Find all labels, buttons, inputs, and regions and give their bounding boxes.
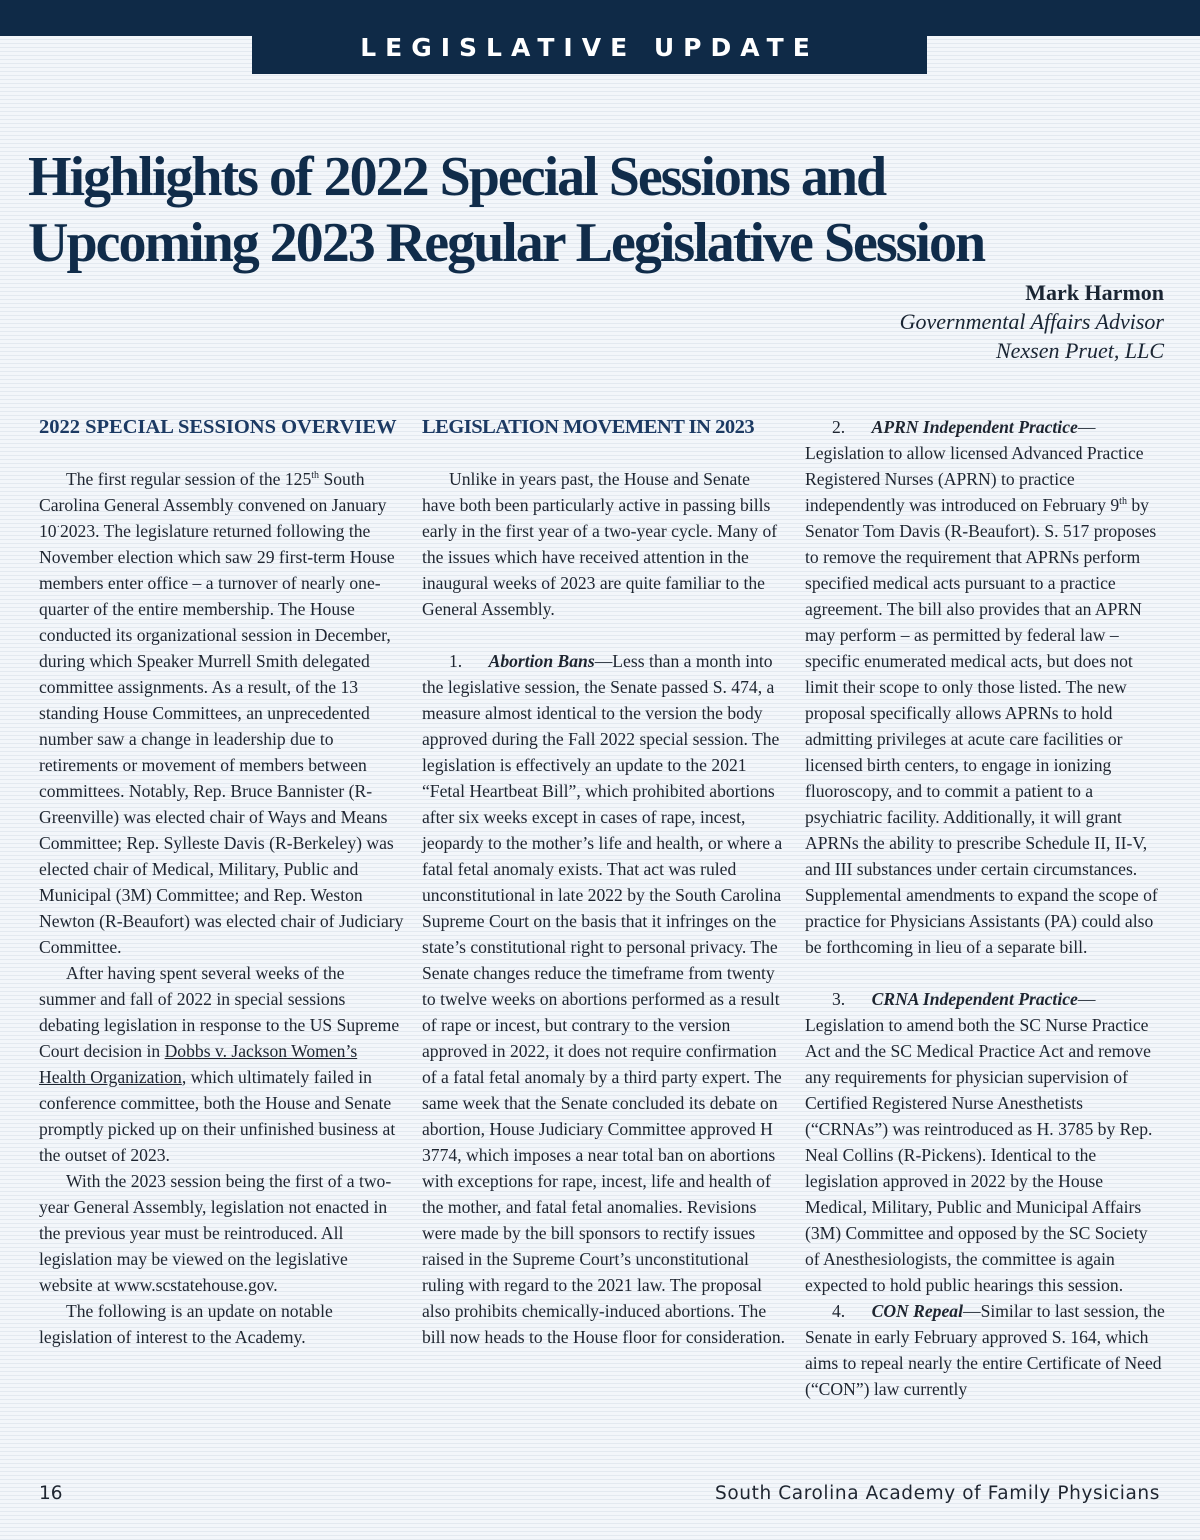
paragraph: After having spent several weeks of the summer and fall of 2022 in special sessions debating legislation in response to the US Supreme Court decision in Dobbs v. Jackson Women’s Health Organization, which ultimately failed in conference committee, both the House and Senate promptly picked up on their unfinished business at the outset of 2023.: [39, 963, 400, 1165]
page-number: 16: [39, 1483, 63, 1504]
section-banner: LEGISLATIVE UPDATE: [252, 0, 927, 74]
page-footer: [39, 1483, 1160, 1507]
publication-name: South Carolina Academy of Family Physicians: [715, 1483, 1160, 1504]
article-title: [28, 144, 1178, 276]
column-1: [39, 414, 404, 1350]
section-heading-legislation-movement: LEGISLATION MOVEMENT IN 2023: [422, 416, 755, 438]
list-item-crna-practice: 3. CRNA Independent Practice—Legislation to amend both the SC Nurse Practice Act and the SC Medical Practice Act and remove any requirements for physician supervision of Certified Registered Nurse Anesthetists (“CRNAs”) was reintroduced as H. 3785 by Rep. Neal Collins (R-Pickens). Identical to the legislation approved in 2022 by the House Medical, Military, Public and Municipal Affairs (3M) Committee and opposed by the SC Society of Anesthesiologists, the committee is again expected to hold public hearings this session.: [805, 989, 1153, 1295]
paragraph: The first regular session of the 125th South Carolina General Assembly convened on January 10·2023. The legislature returned following the November election which saw 29 first-term House members enter office – a turnover of nearly one-quarter of the entire membership. The House conducted its organizational session in December, during which Speaker Murrell Smith delegated committee assignments. As a result, of the 13 standing House Committees, an unprecedented number saw a change in leadership due to retirements or movement of members between committees. Notably, Rep. Bruce Bannister (R-Greenville) was elected chair of Ways and Means Committee; Rep. Sylleste Davis (R-Berkeley) was elected chair of Medical, Military, Public and Municipal (3M) Committee; and Rep. Weston Newton (R-Beaufort) was elected chair of Judiciary Committee.: [39, 469, 404, 957]
list-item-aprn-practice: 2. APRN Independent Practice—Legislation to allow licensed Advanced Practice Registered Nurses (APRN) to practice independently was introduced on February 9th by Senator Tom Davis (R-Beaufort). S. 517 proposes to remove the requirement that APRNs perform specified medical acts pursuant to a practice agreement. The bill also provides that an APRN may perform – as permitted by federal law – specific enumerated medical acts, but does not limit their scope to only those listed. The new proposal specifically allows APRNs to hold admitting privileges at acute care facilities or licensed birth centers, to engage in ionizing fluoroscopy, and to commit a patient to a psychiatric facility. Additionally, it will grant APRNs the ability to prescribe Schedule II, II-V, and III substances under certain circumstances. Supplemental amendments to expand the scope of practice for Physicians Assistants (PA) could also be forthcoming in lieu of a separate bill.: [805, 417, 1158, 957]
section-heading-special-sessions: 2022 SPECIAL SESSIONS OVERVIEW: [39, 416, 397, 438]
column-2: [422, 414, 787, 1350]
byline: [900, 278, 1164, 365]
article-title-line-1: Highlights of 2022 Special Sessions and: [28, 146, 886, 208]
paragraph: With the 2023 session being the first of a two-year General Assembly, legislation not enacted in the previous year must be reintroduced. All legislation may be viewed on the legislative website at www.scstatehouse.gov.: [39, 1171, 392, 1295]
list-item-con-repeal: 4. CON Repeal—Similar to last session, the Senate in early February approved S. 164, which aims to repeal nearly the entire Certificate of Need (“CON”) law currently: [805, 1301, 1165, 1399]
column-3: [805, 414, 1165, 1402]
paragraph: The following is an update on notable legislation of interest to the Academy.: [39, 1301, 333, 1347]
article-title-line-2: Upcoming 2023 Regular Legislative Session: [28, 212, 985, 274]
list-item-abortion-bans: 1. Abortion Bans—Less than a month into the legislative session, the Senate passed S. 474, a measure almost identical to the version the body approved during the Fall 2022 special session. The legislation is effectively an update to the 2021 “Fetal Heartbeat Bill”, which prohibited abortions after six weeks except in cases of rape, incest, jeopardy to the mother’s life and health, or where a fatal fetal anomaly exists. That act was ruled unconstitutional in late 2022 by the South Carolina Supreme Court on the basis that it infringes on the state’s constitutional right to personal privacy. The Senate changes reduce the timeframe from twenty to twelve weeks on abortions performed as a result of rape or incest, but contrary to the version approved in 2022, it does not require confirmation of a fatal fetal anomaly by a third party expert. The same week that the Senate concluded its debate on abortion, House Judiciary Committee approved H 3774, which imposes a near total ban on abortions with exceptions for rape, incest, life and health of the mother, and fatal fetal anomalies. Revisions were made by the bill sponsors to rectify issues raised in the Supreme Court’s unconstitutional ruling with regard to the 2021 law. The proposal also prohibits chemically-induced abortions. The bill now heads to the House floor for consideration.: [422, 651, 786, 1347]
author-organization: Nexsen Pruet, LLC: [995, 338, 1164, 363]
case-link[interactable]: Dobbs v. Jackson Women’s Health Organization: [39, 1041, 358, 1087]
author-role: Governmental Affairs Advisor: [899, 309, 1164, 334]
paragraph: Unlike in years past, the House and Senate have both been particularly active in passing bills early in the first year of a two-year cycle. Many of the issues which have received attention in the inaugural weeks of 2023 are quite familiar to the General Assembly.: [422, 469, 778, 619]
author-name: Mark Harmon: [1025, 280, 1164, 305]
